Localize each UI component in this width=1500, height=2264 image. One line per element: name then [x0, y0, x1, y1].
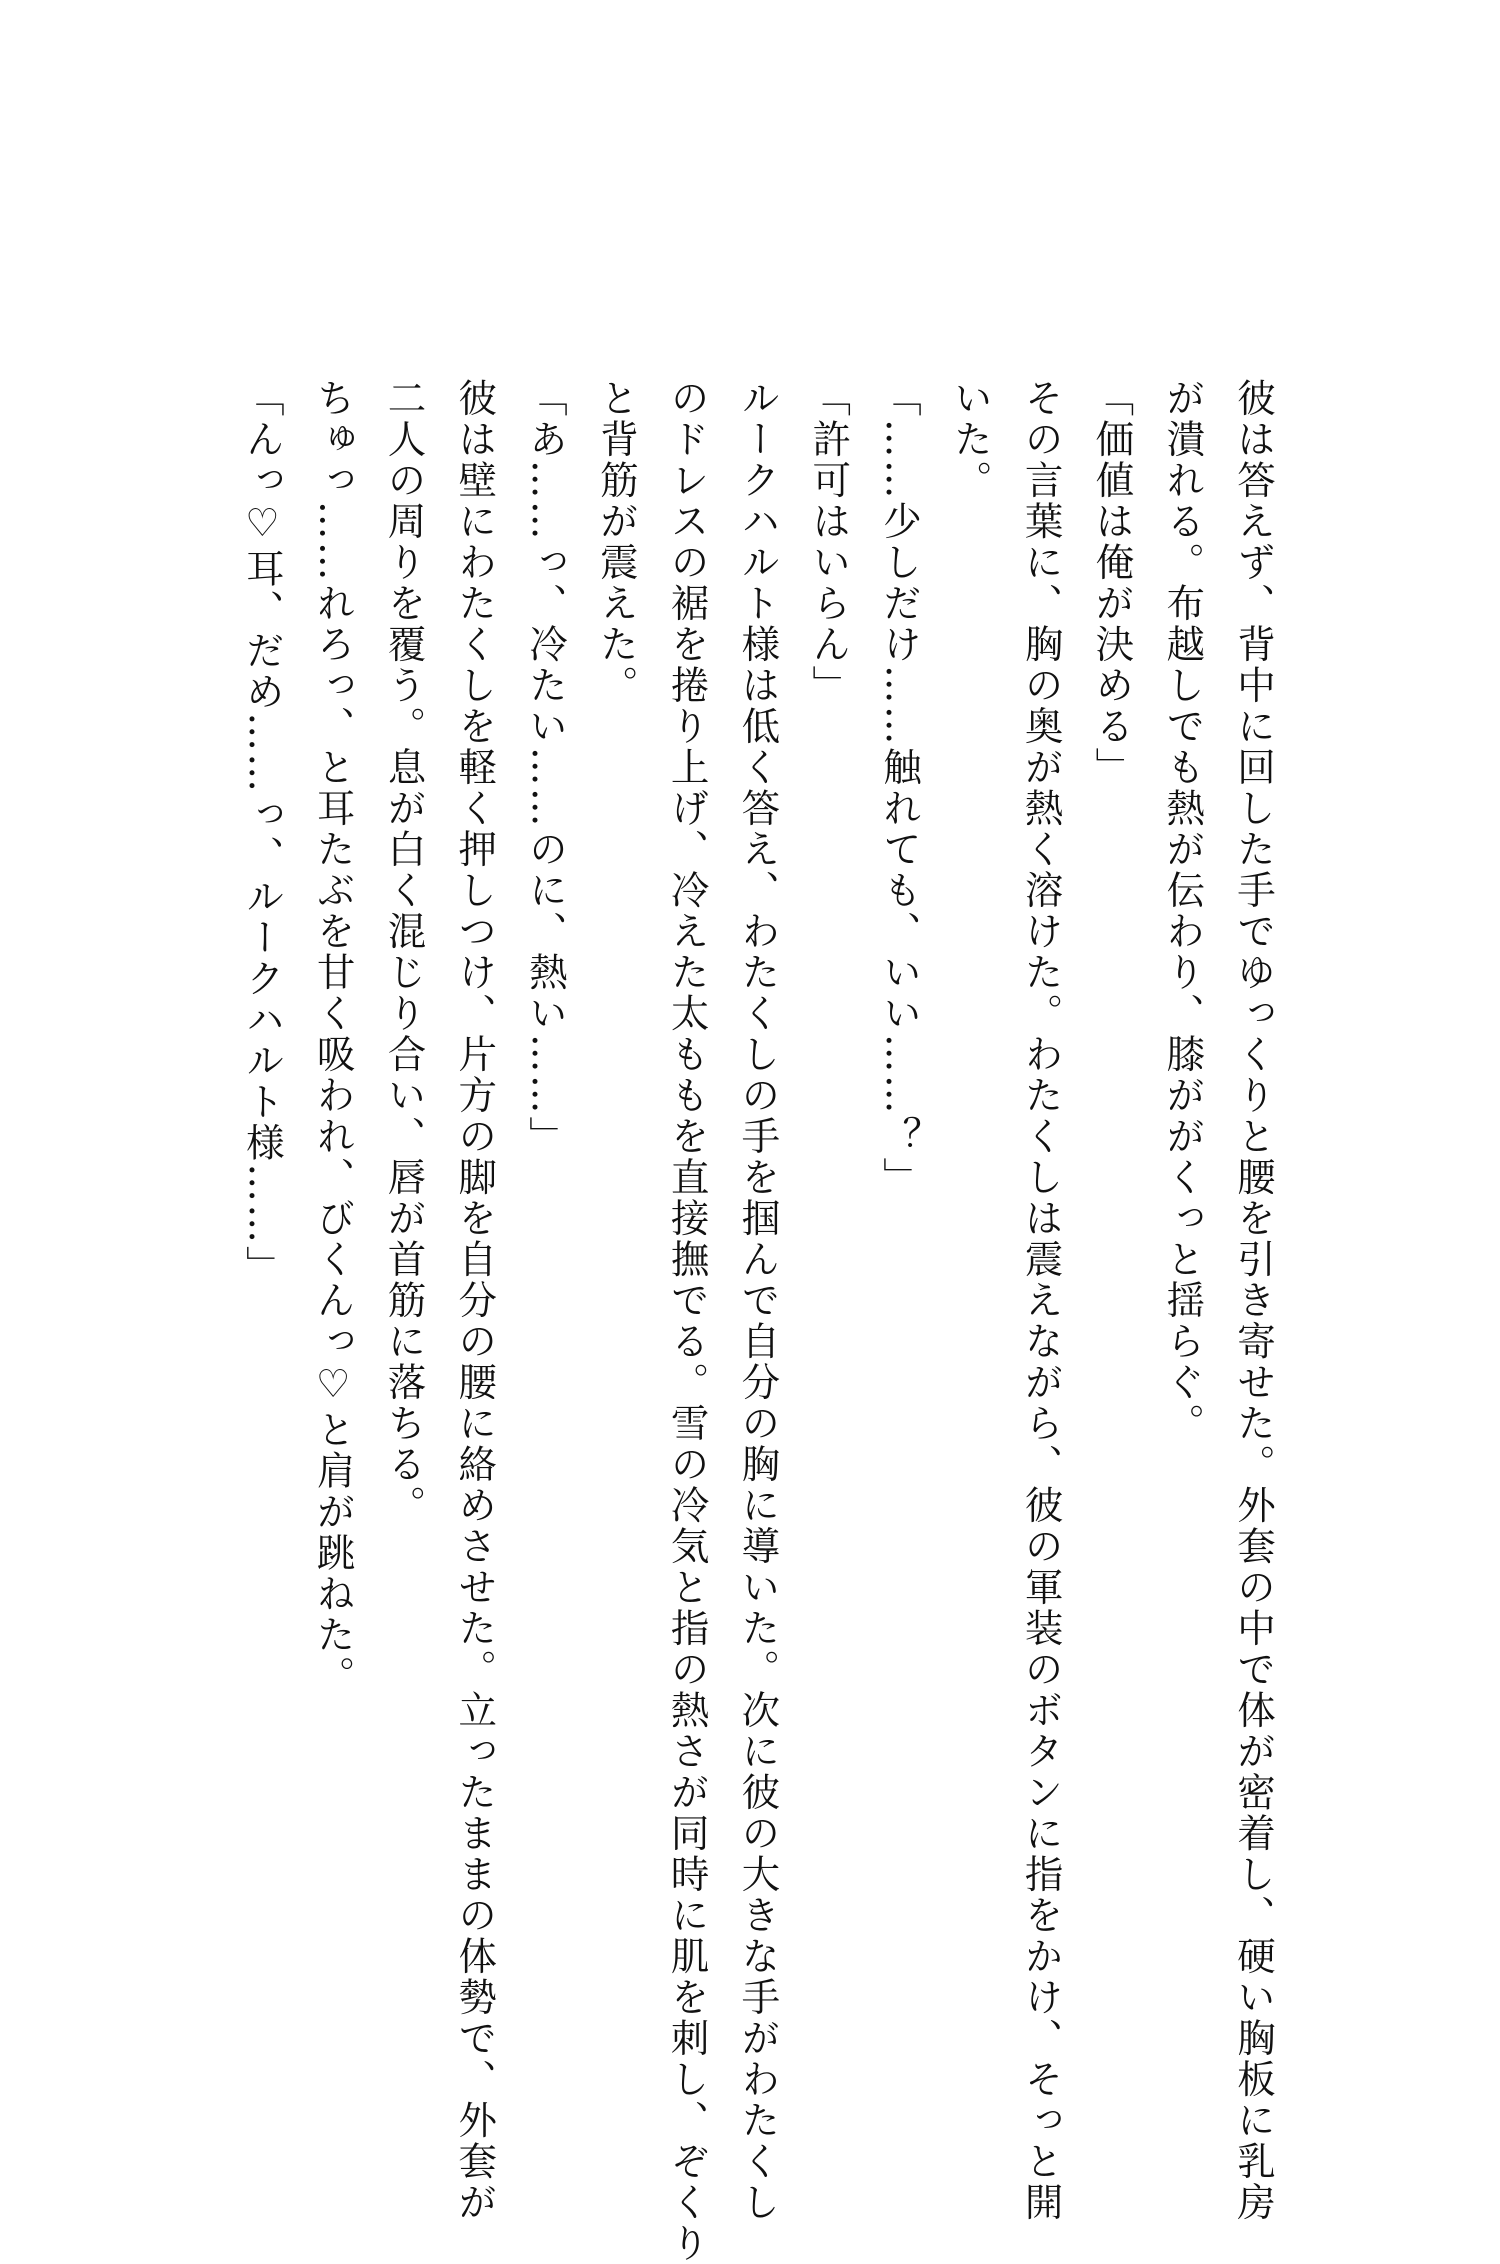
- text-line: その言葉に、胸の奥が熱く溶けた。わたくしは震えながら、彼の軍装のボタンに指をかけ、そっと開: [1018, 378, 1064, 2223]
- text-line: のドレスの裾を捲り上げ、冷えた太ももを直接撫でる。雪の冷気と指の熱さが同時に肌を刺し、ぞくり: [664, 378, 710, 2264]
- text-line: 彼は壁にわたくしを軽く押しつけ、片方の脚を自分の腰に絡めさせた。立ったままの体勢で、外套が: [452, 378, 498, 2223]
- text-line: 「価値は俺が決める」: [1089, 378, 1135, 788]
- text-line: ちゅっ……れろっ、と耳たぶを甘く吸われ、びくんっ♡と肩が跳ねた。: [310, 378, 356, 1697]
- text-line: 「んっ♡耳、だめ……っ、ルークハルト様……」: [239, 378, 285, 1287]
- text-line: ルークハルト様は低く答え、わたくしの手を掴んで自分の胸に導いた。次に彼の大きな手がわたくし: [735, 378, 781, 2223]
- text-line: 「あ……っ、冷たい……のに、熱い……」: [523, 378, 569, 1157]
- text-line: いた。: [947, 378, 993, 501]
- vertical-text-body: [226, 378, 1288, 2264]
- text-line: 「許可はいらん」: [806, 378, 852, 706]
- text-line: と背筋が震えた。: [593, 378, 639, 706]
- text-line: が潰れる。布越しでも熱が伝わり、膝ががくっと揺らぐ。: [1160, 378, 1206, 1444]
- text-line: 二人の周りを覆う。息が白く混じり合い、唇が首筋に落ちる。: [381, 378, 427, 1526]
- text-line: 「……少しだけ……触れても、いい……？」: [877, 378, 923, 1198]
- text-line: 彼は答えず、背中に回した手でゆっくりと腰を引き寄せた。外套の中で体が密着し、硬い胸板に乳房: [1231, 378, 1276, 2223]
